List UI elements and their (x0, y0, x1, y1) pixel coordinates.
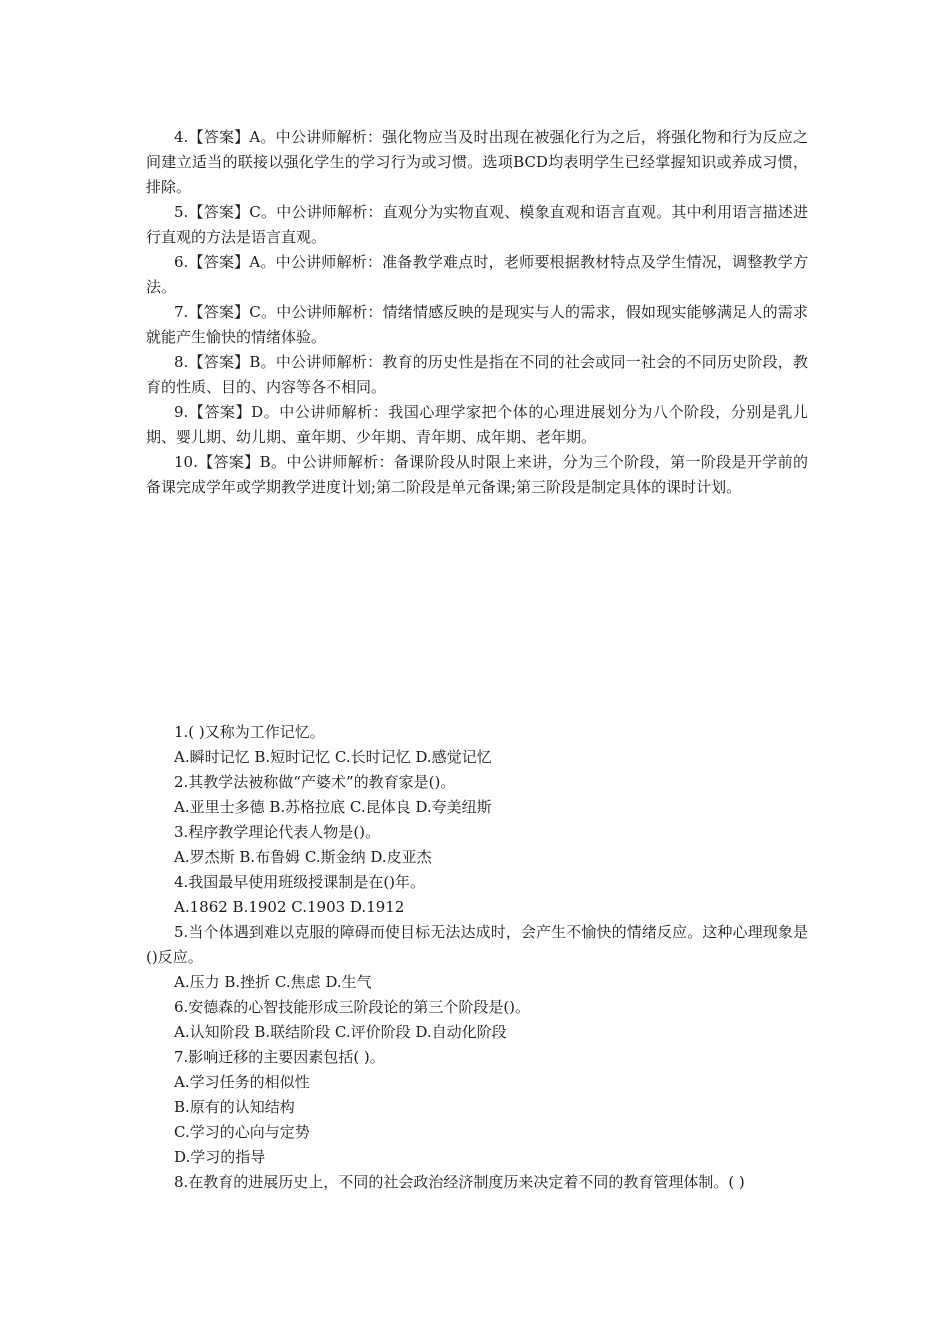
question-2-options: A.亚里士多德 B.苏格拉底 C.昆体良 D.夸美纽斯 (174, 798, 492, 816)
question-7-option-b: B.原有的认知结构 (174, 1098, 295, 1116)
answer-explanations (146, 125, 808, 500)
answer-7: 7.【答案】C。中公讲师解析：情绪情感反映的是现实与人的需求，假如现实能够满足人的需求就能产生愉快的情绪体验。 (146, 303, 808, 346)
question-7-option-c: C.学习的心向与定势 (174, 1123, 310, 1141)
question-7-option-a: A.学习任务的相似性 (174, 1073, 310, 1091)
question-7-option-d: D.学习的指导 (174, 1148, 266, 1166)
question-1: 1.( )又称为工作记忆。 (174, 723, 325, 741)
answer-8: 8.【答案】B。中公讲师解析：教育的历史性是指在不同的社会或同一社会的不同历史阶段，教育的性质、目的、内容等各不相同。 (146, 353, 808, 396)
question-6: 6.安德森的心智技能形成三阶段论的第三个阶段是()。 (174, 998, 531, 1016)
answer-5: 5.【答案】C。中公讲师解析：直观分为实物直观、模象直观和语言直观。其中利用语言描述进行直观的方法是语言直观。 (146, 203, 808, 246)
question-8: 8.在教育的进展历史上，不同的社会政治经济制度历来决定着不同的教育管理体制。( ) (174, 1173, 745, 1191)
answer-9: 9.【答案】D。中公讲师解析：我国心理学家把个体的心理进展划分为八个阶段，分别是乳儿期、婴儿期、幼儿期、童年期、少年期、青年期、成年期、老年期。 (146, 403, 808, 446)
question-3: 3.程序教学理论代表人物是()。 (174, 823, 381, 841)
question-6-options: A.认知阶段 B.联结阶段 C.评价阶段 D.自动化阶段 (174, 1023, 507, 1041)
question-3-options: A.罗杰斯 B.布鲁姆 C.斯金纳 D.皮亚杰 (174, 848, 432, 866)
question-5-options: A.压力 B.挫折 C.焦虑 D.生气 (174, 973, 372, 991)
answer-4: 4.【答案】A。中公讲师解析：强化物应当及时出现在被强化行为之后，将强化物和行为反应之间建立适当的联接以强化学生的学习行为或习惯。选项BCD均表明学生已经掌握知识或养成习惯，排除。 (146, 128, 808, 196)
question-5: 5.当个体遇到难以克服的障碍而使目标无法达成时，会产生不愉快的情绪反应。这种心理现象是()反应。 (146, 923, 808, 966)
question-7: 7.影响迁移的主要因素包括( )。 (174, 1048, 385, 1066)
question-4-options: A.1862 B.1902 C.1903 D.1912 (174, 898, 405, 916)
question-2: 2.其教学法被称做“产婆术”的教育家是()。 (174, 773, 456, 791)
question-4: 4.我国最早使用班级授课制是在()年。 (174, 873, 426, 891)
answer-6: 6.【答案】A。中公讲师解析：准备教学难点时，老师要根据教材特点及学生情况，调整教学方法。 (146, 253, 808, 296)
answer-10: 10.【答案】B。中公讲师解析：备课阶段从时限上来讲，分为三个阶段，第一阶段是开学前的备课完成学年或学期教学进度计划;第二阶段是单元备课;第三阶段是制定具体的课时计划。 (146, 453, 808, 496)
question-list (146, 720, 808, 1195)
question-1-options: A.瞬时记忆 B.短时记忆 C.长时记忆 D.感觉记忆 (174, 748, 492, 766)
